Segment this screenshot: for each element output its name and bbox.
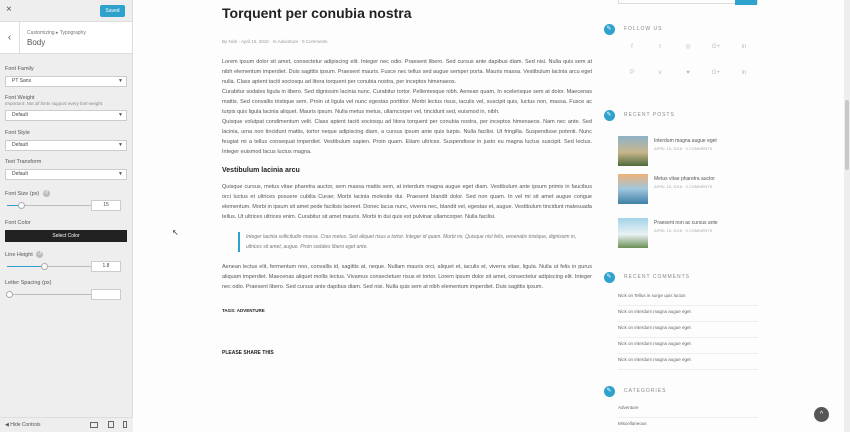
article-paragraph: Curabitur sodales ligula in libero. Sed dignissim lacinia nunc. Curabitur tortor. Pellentesque nibh. Aenean quam. In scelerisque sem at dolor. Maecenas mattis. Sed convallis tristique sem. Proin ut ligula vel nunc egestas porttitor. Morbi lectus risus, iaculis vel, suscipit quis, luctus non, massa. Fusce ac turpis quis ligula lacinia aliquet. Mauris ipsum. Nulla metus metus, ullamcorper vel, tincidunt sed, euismod in, nibh. <box>222 89 592 115</box>
post-title[interactable]: Praesent non ac cursus ante <box>654 220 718 226</box>
text-transform-select[interactable] <box>5 169 127 180</box>
post-date: APRIL 15, 2016 · 0 COMMENTS <box>654 228 713 233</box>
slider-handle[interactable] <box>41 263 48 270</box>
comment-item[interactable]: Nick on Interdum magna augue eget <box>618 338 758 354</box>
share-heading: PLEASE SHARE THIS <box>222 350 274 356</box>
font-weight-label: Font Weight <box>5 95 35 101</box>
post-thumbnail[interactable] <box>618 218 648 248</box>
font-weight-value: Default <box>12 112 28 118</box>
article-paragraph: Aenean lectus elit, fermentum non, convallis id, sagittis at, neque. Nullam mauris orci, aliquet et, iaculis et, viverra vitae, ligula. Nulla ut felis in purus aliquam imperdiet. Maecenas aliquet mollis lectus. Vivamus consectetuer risus et tortor. Lorem ipsum dolor sit amet, consectetur adipiscing elit. Integer nec odio. Praesent libero. Sed cursus ante dapibus diam. Sed nisi. Nulla quis sem at nibh elementum imperdiet. Duis sagittis ipsum. <box>222 264 592 290</box>
chevron-down-icon: ▼ <box>118 142 123 148</box>
select-color-button[interactable]: Select Color <box>5 230 127 242</box>
article-tags[interactable]: TAGS: ADVENTURE <box>222 308 265 313</box>
twitter-icon[interactable]: t <box>659 44 661 50</box>
mobile-icon[interactable] <box>123 421 127 428</box>
line-height-slider[interactable] <box>5 261 127 272</box>
slider-fill <box>7 266 43 267</box>
font-style-value: Default <box>12 142 28 148</box>
font-weight-select[interactable] <box>5 110 127 121</box>
chevron-down-icon: ▼ <box>118 112 123 118</box>
pinterest-icon[interactable]: P <box>629 70 634 76</box>
category-item[interactable]: Adventure <box>618 402 758 418</box>
back-to-top-icon[interactable]: ^ <box>814 407 829 422</box>
font-style-select[interactable] <box>5 140 127 151</box>
font-size-input[interactable]: 15 <box>91 200 121 211</box>
categories-widget <box>604 386 759 432</box>
article-subheading: Vestibulum lacinia arcu <box>222 167 300 174</box>
article-paragraph: Lorem ipsum dolor sit amet, consectetur adipiscing elit. Integer nec odio. Praesent libero. Sed cursus ante dapibus diam. Sed nisi. Nulla quis sem at nibh elementum imperdiet. Duis sagittis ipsum. Praesent mauris. Fusce nec tellus sed augue semper porta. Mauris massa. Vestibulum lacinia arcu eget nulla. Class aptent taciti sociosqu ad litora torquent per conubia nostra, per inceptos himenaeos. <box>222 59 592 85</box>
post-title[interactable]: Metus vitae pharetra auctor <box>654 176 715 182</box>
article-paragraph: Quisque volutpat condimentum velit. Class aptent taciti sociosqu ad litora torquent per conubia nostra, per inceptos himenaeos. Nam nec ante. Sed lacinia, urna non tincidunt mattis, tortor neque adipiscing diam, a cursus ipsum ante quis turpis. Nulla facilisi. Ut fringilla. Suspendisse potenti. Nunc feugiat mi a tellus consequat imperdiet. Vestibulum sapien. Proin quam. Etiam ultrices. Suspendisse in justo eu magna luctus suscipit. Sed lectus. Integer euismod lacus luctus magna. <box>222 119 592 155</box>
chevron-down-icon: ▼ <box>118 171 123 177</box>
tablet-icon[interactable] <box>108 421 114 428</box>
googleplus-icon[interactable]: G+ <box>711 70 721 76</box>
slider-track[interactable] <box>7 205 92 206</box>
widget-title <box>604 24 759 35</box>
section-title: Body <box>27 38 46 47</box>
linkedin-icon[interactable]: in <box>741 70 747 76</box>
comment-item[interactable]: Nick on Tellus in surge quis luctus <box>618 290 758 306</box>
chevron-down-icon: ▼ <box>118 78 123 84</box>
controls-list <box>0 66 132 300</box>
font-size-label-text: Font Size (px) <box>5 190 40 197</box>
widget-title <box>604 386 759 397</box>
follow-title: FOLLOW US <box>624 26 663 32</box>
recent-post[interactable] <box>618 218 758 254</box>
bloglovin-icon[interactable]: ♥ <box>686 70 690 76</box>
recent-post[interactable] <box>618 174 758 210</box>
article-paragraph: Quisque cursus, metus vitae pharetra auctor, sem massa mattis sem, at interdum magna augue eget diam. Vestibulum ante ipsum primis in faucibus orci luctus et ultrices posuere cubilia Curae; Morbi lacinia molestie dui. Praesent blandit dolor. Sed non quam. In vel mi sit amet augue congue elementum. Morbi in ipsum sit amet pede facilisis laoreet. Donec lacus nunc, viverra nec, blandit vel, egestas et, augue. Vestibulum tincidunt malesuada tellus. Ut ultrices ultrices enim. Curabitur sit amet mauris. Morbi in dui quis est pulvinar ullamcorper. Nulla facilisi. <box>222 184 592 220</box>
font-family-value: PT Sans <box>12 78 32 84</box>
article <box>222 0 592 358</box>
font-family-label: Font Family <box>5 66 34 72</box>
recent-comments-title: RECENT COMMENTS <box>624 274 691 280</box>
slider-handle[interactable] <box>18 202 25 209</box>
reset-icon[interactable]: ↺ <box>37 251 42 257</box>
line-height-label <box>5 251 127 258</box>
font-color-label: Font Color <box>5 220 31 226</box>
font-family-select[interactable] <box>5 76 127 87</box>
instagram-icon[interactable]: ◎ <box>685 44 691 50</box>
article-title: Torquent per conubia nostra <box>222 5 412 21</box>
article-meta: By Nick · April 15, 2016 · In Adventure · 0 Comments <box>222 39 328 44</box>
font-style-label: Font Style <box>5 130 30 136</box>
edit-pencil-icon[interactable]: ✎ <box>604 386 615 397</box>
hide-controls-button[interactable]: ◀ Hide Controls <box>5 422 41 428</box>
breadcrumb-path: Customizing ▸ Typography <box>27 30 86 36</box>
widget-title <box>604 110 759 121</box>
desktop-icon[interactable] <box>90 422 98 428</box>
letter-spacing-slider[interactable] <box>5 289 127 300</box>
category-item[interactable]: Miscellaneous <box>618 421 647 426</box>
post-thumbnail[interactable] <box>618 174 648 204</box>
line-height-label-text: Line Height <box>5 251 33 258</box>
scrollbar-thumb[interactable] <box>845 100 849 170</box>
device-switcher <box>82 421 127 430</box>
slider-handle[interactable] <box>6 291 13 298</box>
comment-item[interactable]: Nick on Interdum magna augue eget <box>618 306 758 322</box>
letter-spacing-input[interactable] <box>91 289 121 300</box>
recent-posts-widget <box>604 110 759 260</box>
section-breadcrumb <box>0 22 132 54</box>
close-icon[interactable]: × <box>6 4 12 15</box>
back-arrow-icon[interactable]: ‹ <box>0 22 20 54</box>
search-button[interactable] <box>735 0 757 5</box>
font-size-label <box>5 190 127 197</box>
saved-button[interactable]: Saved <box>100 5 125 17</box>
recent-post[interactable] <box>618 136 758 172</box>
widget-title <box>604 272 759 283</box>
font-size-slider[interactable] <box>5 200 127 211</box>
mouse-cursor-icon: ↖ <box>172 228 179 237</box>
reset-icon[interactable]: ↺ <box>44 190 49 196</box>
slider-track[interactable] <box>7 294 92 295</box>
sidebar-search[interactable] <box>618 0 758 4</box>
customizer-footer <box>0 417 133 432</box>
font-weight-description: Important: Not all fonts support every font-weight. <box>5 101 104 106</box>
vimeo-icon[interactable]: v <box>658 70 662 76</box>
customizer-panel <box>0 0 133 432</box>
recent-posts-title: RECENT POSTS <box>624 112 675 118</box>
text-transform-value: Default <box>12 171 28 177</box>
recent-comments-widget <box>604 272 759 372</box>
line-height-input[interactable]: 1.8 <box>91 261 121 272</box>
article-blockquote: Integer lacinia sollicitudin massa. Cras metus. Sed aliquet risus a tortor. Integer id quam. Morbi mi. Quisque nisl felis, venenatis tristique, dignissim in, ultrices sit amet, augue. Proin sodales libero eget ante. <box>238 232 592 252</box>
comment-item[interactable]: Nick on Interdum magna augue eget <box>618 322 758 338</box>
preview-scrollbar[interactable] <box>844 0 850 432</box>
post-date: APRIL 15, 2016 · 0 COMMENTS <box>654 146 713 151</box>
slider-track[interactable] <box>7 266 92 267</box>
text-transform-label: Text Transform <box>5 159 42 165</box>
linkedin-icon[interactable]: in <box>741 44 747 50</box>
post-date: APRIL 15, 2016 · 0 COMMENTS <box>654 184 713 189</box>
follow-widget <box>604 24 759 104</box>
post-thumbnail[interactable] <box>618 136 648 166</box>
facebook-icon[interactable]: f <box>631 44 633 50</box>
hide-controls-label: Hide Controls <box>10 422 41 428</box>
edit-pencil-icon[interactable]: ✎ <box>604 24 615 35</box>
comment-item[interactable]: Nick on Interdum magna augue eget <box>618 354 758 370</box>
post-title[interactable]: Interdum magna augue eget <box>654 138 717 144</box>
edit-pencil-icon[interactable]: ✎ <box>604 110 615 121</box>
categories-title: CATEGORIES <box>624 388 667 394</box>
letter-spacing-label: Letter Spacing (px) <box>5 280 52 286</box>
site-preview <box>134 0 850 432</box>
edit-pencil-icon[interactable]: ✎ <box>604 272 615 283</box>
googleplus-icon[interactable]: G+ <box>711 44 721 50</box>
customizer-header <box>0 0 132 22</box>
